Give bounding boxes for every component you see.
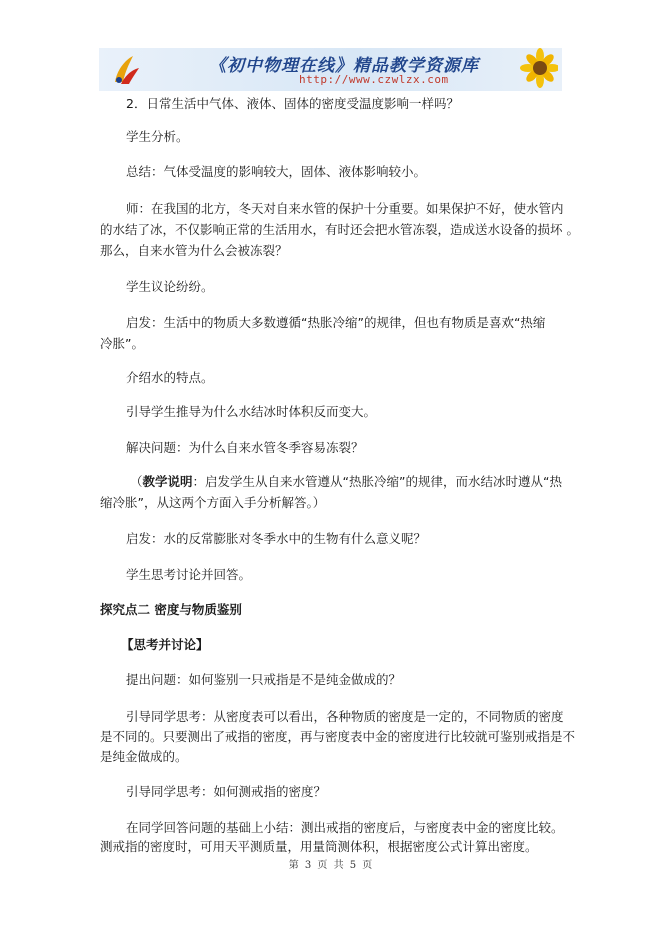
paragraph-2: 学生分析。 xyxy=(126,129,189,144)
paragraph-3: 总结：气体受温度的影响较大，固体、液体影响较小。 xyxy=(126,164,427,179)
paragraph-13: 提出问题：如何鉴别一只戒指是不是纯金做成的？ xyxy=(126,672,402,687)
paragraph-11: 启发：水的反常膨胀对冬季水中的生物有什么意义呢？ xyxy=(126,531,427,546)
teaching-note-label: 教学说明 xyxy=(142,474,193,489)
paragraph-10-line-1 xyxy=(130,474,562,490)
paragraph-10-open: （ xyxy=(130,474,143,489)
paragraph-16-line-1: 在同学回答问题的基础上小结：测出戒指的密度后，与密度表中金的密度比较。 xyxy=(126,820,564,835)
paragraph-6-line-1: 启发：生活中的物质大多数遵循“热胀冷缩”的规律，但也有物质是喜欢“热缩 xyxy=(126,315,546,330)
paragraph-15: 引导同学思考：如何测戒指的密度？ xyxy=(126,784,327,799)
paragraph-9: 解决问题：为什么自来水管冬季容易冻裂？ xyxy=(126,440,364,455)
section-title: 探究点二 密度与物质鉴别 xyxy=(100,602,242,617)
paragraph-14-line-2: 是不同的。只要测出了戒指的密度，再与密度表中金的密度进行比较就可鉴别戒指是不 xyxy=(100,729,576,744)
logo-icon xyxy=(111,54,141,86)
header-url: http://www.czwlzx.com xyxy=(299,73,449,86)
paragraph-12: 学生思考讨论并回答。 xyxy=(126,567,252,582)
paragraph-16-line-2: 测戒指的密度时，可用天平测质量，用量筒测体积，根据密度公式计算出密度。 xyxy=(100,839,538,854)
paragraph-8: 引导学生推导为什么水结冰时体积反而变大。 xyxy=(126,404,377,419)
page-number: 第 3 页 共 5 页 xyxy=(288,860,373,871)
header-banner xyxy=(99,48,562,91)
paragraph-5: 学生议论纷纷。 xyxy=(126,279,214,294)
header-title: 《初中物理在线》精品教学资源库 xyxy=(209,56,479,76)
paragraph-10-text: ：启发学生从自来水管遵从“热胀冷缩”的规律，而水结冰时遵从“热 xyxy=(192,474,562,489)
paragraph-4-line-3: 那么，自来水管为什么会被冻裂？ xyxy=(100,243,288,258)
paragraph-14-line-3: 是纯金做成的。 xyxy=(100,749,188,764)
paragraph-10-line-2: 缩冷胀”，从这两个方面入手分析解答。） xyxy=(100,495,326,510)
paragraph-14-line-1: 引导同学思考：从密度表可以看出，各种物质的密度是一定的，不同物质的密度 xyxy=(126,709,564,724)
paragraph-7: 介绍水的特点。 xyxy=(126,370,214,385)
paragraph-1: 2．日常生活中气体、液体、固体的密度受温度影响一样吗？ xyxy=(126,96,459,111)
paragraph-4-line-2: 的水结了冰，不仅影响正常的生活用水，有时还会把水管冻裂，造成送水设备的损坏 。 xyxy=(100,222,579,237)
subsection-title: 【思考并讨论】 xyxy=(121,637,209,652)
sunflower-icon xyxy=(512,48,558,91)
paragraph-4-line-1: 师：在我国的北方，冬天对自来水管的保护十分重要。如果保护不好，使水管内 xyxy=(126,201,564,216)
paragraph-6-line-2: 冷胀”。 xyxy=(100,336,144,351)
